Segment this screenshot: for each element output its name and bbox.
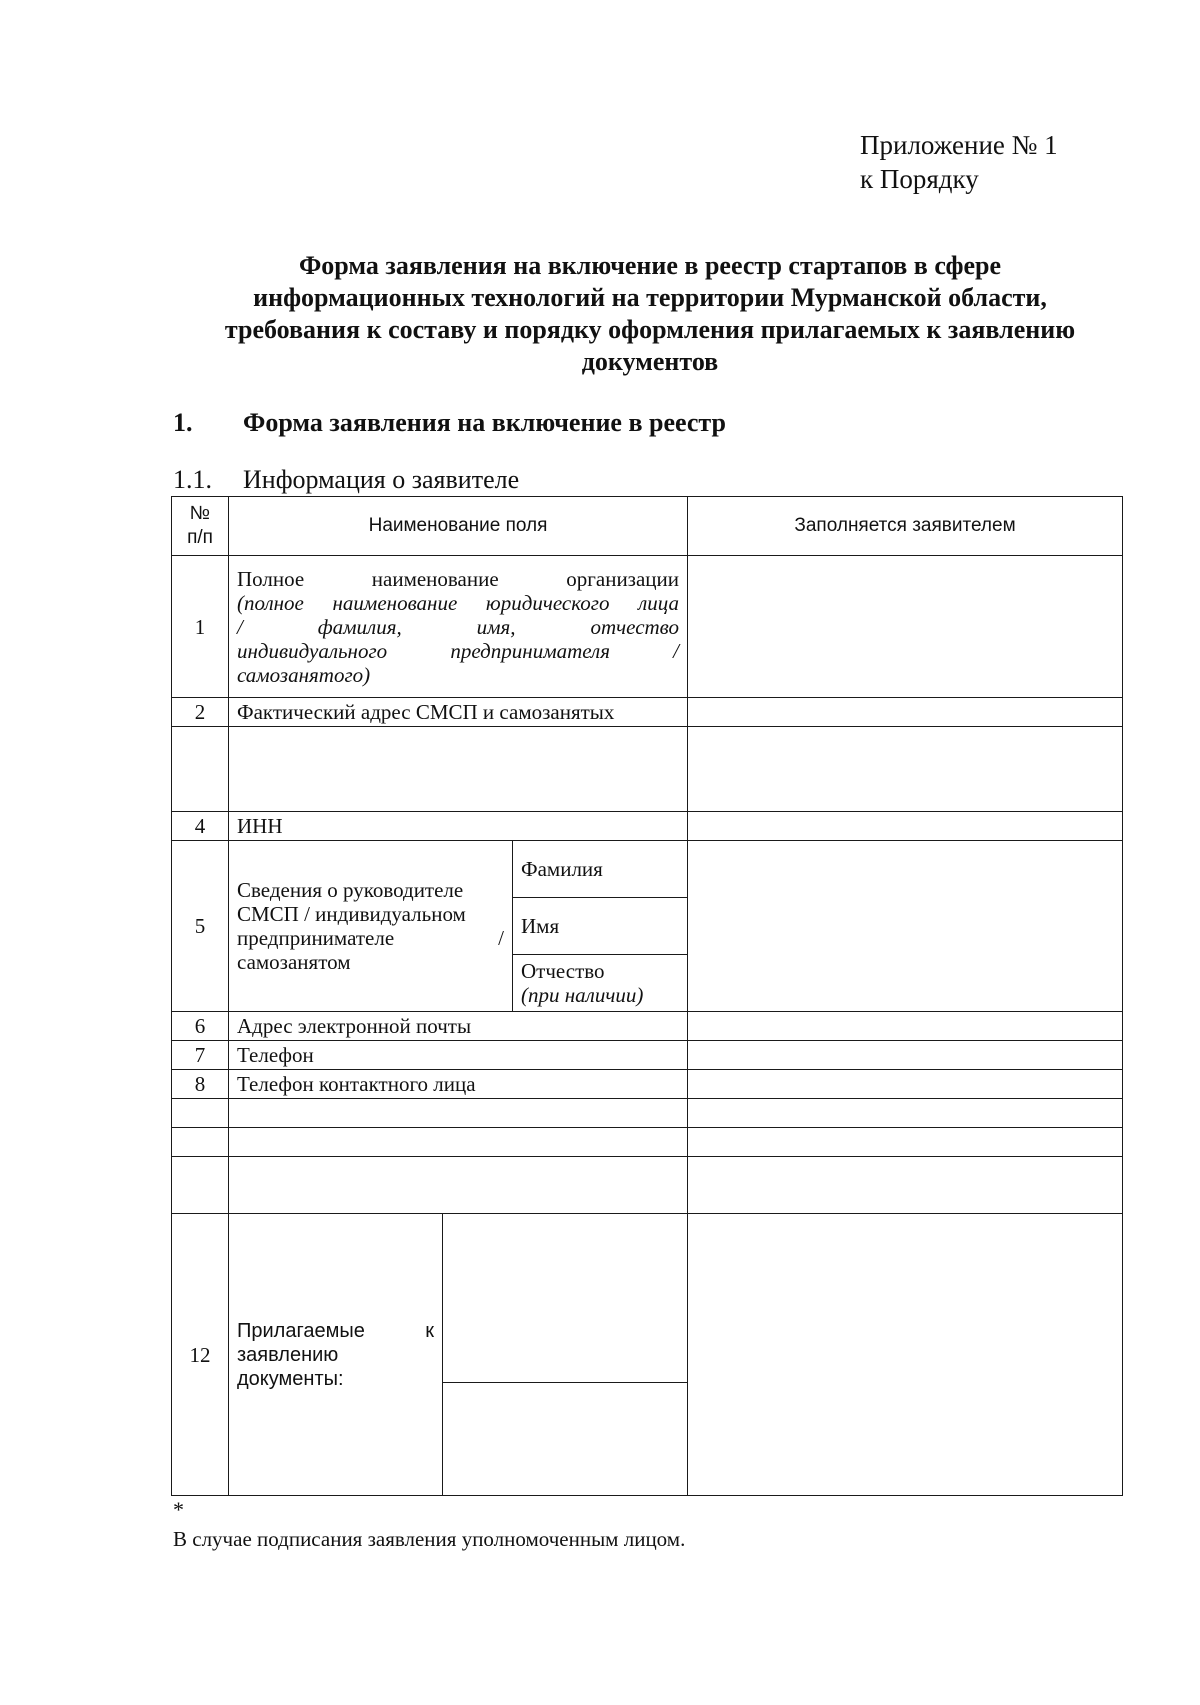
document-cell[interactable] [443, 1383, 688, 1496]
fill-cell-contact-phone[interactable] [688, 1070, 1123, 1099]
fill-cell-full-name[interactable] [688, 556, 1123, 698]
field-label: Телефон [229, 1041, 688, 1070]
label-line: Полное наименование организации [237, 566, 680, 591]
fill-cell[interactable] [688, 1099, 1123, 1128]
field-label: Адрес электронной почты [229, 1012, 688, 1041]
subfield-label: Отчество [521, 959, 605, 983]
fill-cell-inn[interactable] [688, 812, 1123, 841]
table-row [172, 727, 1123, 812]
row-number: 12 [172, 1214, 229, 1496]
label-line: самозанятого) [237, 662, 371, 687]
table-row [172, 1099, 1123, 1128]
fill-cell[interactable] [688, 1157, 1123, 1214]
label-line: Сведения о руководителе [237, 878, 464, 902]
field-label [229, 841, 513, 1012]
table-row [172, 1041, 1123, 1070]
header-field-name: Наименование поля [229, 497, 688, 556]
field-label [229, 1157, 688, 1214]
fill-cell-phone[interactable] [688, 1041, 1123, 1070]
subfield-note: (при наличии) [521, 983, 644, 1007]
row-number [172, 1128, 229, 1157]
header-number-cell [172, 497, 229, 556]
header-number-sub: п/п [187, 527, 213, 548]
table-header-row [172, 497, 1123, 556]
fill-cell-head-info[interactable] [688, 841, 1123, 1012]
fill-cell-email[interactable] [688, 1012, 1123, 1041]
row-number: 5 [172, 841, 229, 1012]
row-number [172, 1099, 229, 1128]
field-label: ИНН [229, 812, 688, 841]
applicant-info-table [171, 496, 1123, 1496]
row-number: 7 [172, 1041, 229, 1070]
row-number: 2 [172, 698, 229, 727]
annex-label [860, 128, 1058, 196]
section-number: 1. [173, 408, 193, 437]
document-title [170, 250, 1130, 378]
label-line: документы: [237, 1367, 344, 1390]
annex-reference: к Порядку [860, 164, 979, 194]
row-number: 6 [172, 1012, 229, 1041]
field-label [229, 556, 688, 698]
table-row [172, 556, 1123, 698]
label-line: индивидуального предпринимателя / [237, 638, 680, 663]
header-filled-by: Заполняется заявителем [688, 497, 1123, 556]
label-line: / фамилия, имя, отчество [237, 614, 680, 639]
label-line: самозанятом [237, 950, 351, 974]
title-line: информационных технологий на территории Мурманской области, [253, 283, 1047, 312]
subfield-name: Имя [513, 898, 688, 955]
subfield-patronymic [513, 955, 688, 1012]
header-number: № [189, 503, 211, 524]
field-label [229, 1214, 443, 1496]
section-title: Форма заявления на включение в реестр [243, 408, 726, 437]
title-line: требования к составу и порядку оформления прилагаемых к заявлению [224, 315, 1076, 344]
field-label [229, 727, 688, 812]
field-label: Телефон контактного лица [229, 1070, 688, 1099]
field-label [229, 1128, 688, 1157]
table-row [172, 812, 1123, 841]
section-title: Информация о заявителе [243, 465, 520, 494]
label-line: Прилагаемые к [237, 1319, 434, 1342]
table-row [172, 1214, 1123, 1383]
label-line: (полное наименование юридического лица [237, 590, 680, 615]
fill-cell-address[interactable] [688, 698, 1123, 727]
footnote-marker: * [173, 1497, 184, 1522]
fill-cell[interactable] [688, 727, 1123, 812]
section-1-1-heading [173, 465, 519, 495]
row-number: 4 [172, 812, 229, 841]
table-row [172, 698, 1123, 727]
label-line: СМСП / индивидуальном [237, 902, 466, 926]
title-line: документов [581, 347, 719, 376]
field-label: Фактический адрес СМСП и самозанятых [229, 698, 688, 727]
label-line: заявлению [237, 1343, 339, 1366]
row-number [172, 727, 229, 812]
table-row [172, 1157, 1123, 1214]
footnote-text: В случае подписания заявления уполномоченным лицом. [173, 1527, 686, 1551]
document-cell[interactable] [443, 1214, 688, 1383]
row-number [172, 1157, 229, 1214]
fill-cell-documents[interactable] [688, 1214, 1123, 1496]
label-line: предпринимателе / [237, 926, 504, 950]
row-number: 8 [172, 1070, 229, 1099]
table-row [172, 1070, 1123, 1099]
subfield-surname: Фамилия [513, 841, 688, 898]
section-number: 1.1. [173, 465, 212, 494]
title-line: Форма заявления на включение в реестр стартапов в сфере [298, 251, 1002, 280]
table-row [172, 1128, 1123, 1157]
table-row [172, 841, 1123, 898]
fill-cell[interactable] [688, 1128, 1123, 1157]
field-label [229, 1099, 688, 1128]
section-1-heading [173, 408, 726, 438]
row-number: 1 [172, 556, 229, 698]
annex-number: Приложение № 1 [860, 130, 1058, 160]
table-row [172, 1012, 1123, 1041]
